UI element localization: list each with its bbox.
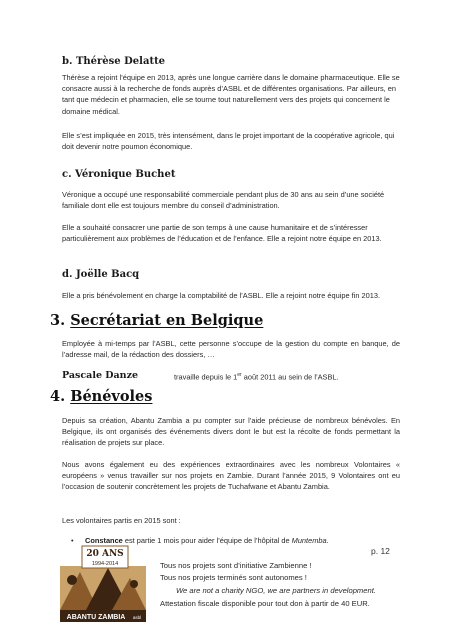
heading-joelle: d. Joëlle Bacq (62, 269, 140, 280)
footer-line-3: We are not a charity NGO, we are partners in development. (176, 586, 376, 595)
secretariat-paragraph: Employée à mi-temps par l’ASBL, cette personne s’occupe de la gestion du compte en banque, de l’adresse mail, de la rédaction des dossiers, … (62, 339, 400, 360)
benevoles-paragraph-2: Nous avons également eu des expériences extraordinaires avec les nombreux Volontaires « européens » venus travailler sur nos projets en Zambie. Durant l’année 2015, 9 Volontaires ont eu l’occasion de soutenir concrètement les projets de Tuchafwane et Abantu Zambia. (62, 460, 400, 492)
benevoles-paragraph-3: Les volontaires partis en 2015 sont : (62, 516, 181, 525)
therese-paragraph-2: Elle s’est impliquée en 2015, très intensément, dans le projet important de la coopérative agricole, qui doit devenir notre poumon économique. (62, 131, 395, 152)
section-title-text: Bénévoles (70, 388, 153, 405)
logo-badge-title: 20 ANS (86, 549, 124, 559)
footer-line-4: Attestation fiscale disponible pour tout don à partir de 40 EUR. (160, 599, 370, 608)
veronique-paragraph-2: Elle a souhaité consacrer une partie de son temps à une cause humanitaire et de s’intéresser particulièrement aux problèmes de l’éducation et de l’enfance. Elle a rejoint notre équipe en 2013. (62, 223, 382, 244)
joelle-paragraph: Elle a pris bénévolement en charge la comptabilité de l’ASBL. Elle a rejoint notre équipe fin 2013. (62, 291, 380, 300)
logo-badge-years: 1994-2014 (91, 561, 119, 567)
section-number: 3. (50, 312, 71, 329)
veronique-paragraph-1: Véronique a occupé une responsabilité commerciale pendant plus de 30 ans au sein d’une société familiale dont elle est toujours membre du conseil d’administration. (62, 190, 385, 211)
logo-name-suffix: asbl (132, 615, 142, 620)
section-title-secretariat (50, 312, 263, 329)
secretariat-person-name: Pascale Danze (62, 370, 139, 381)
section-title-benevoles (50, 388, 152, 405)
therese-paragraph-1: Thérèse a rejoint l’équipe en 2013, après une longue carrière dans le domaine pharmaceutique. Elle se consacre aussi à la recherche de fonds auprès d’ASBL et de différentes organisations. Par ailleurs, en tant que médecin et pharmacien, elle se tourne tout naturellement vers des projets qui concernent le domaine médical. (62, 73, 400, 116)
volunteer-list-item: • Constance est partie 1 mois pour aider l’équipe de l’hôpital de Muntemba. (71, 536, 329, 545)
benevoles-paragraph-1: Depuis sa création, Abantu Zambia a pu compter sur l’aide précieuse de nombreux bénévoles. En Belgique, ils ont organisés des événements divers dont le but est la récolte de fonds permettant la réalisation de projets sur place. (62, 416, 400, 448)
bullet-icon: • (71, 536, 74, 545)
footer-line-1: Tous nos projets sont d’initiative Zambienne ! (160, 561, 312, 570)
secretariat-person-text: travaille depuis le 1er août 2011 au sein de l’ASBL. (174, 372, 339, 382)
footer-line-2: Tous nos projets terminés sont autonomes ! (160, 573, 307, 582)
heading-therese: b. Thérèse Delatte (62, 56, 166, 67)
heading-veronique: c. Véronique Buchet (62, 169, 176, 180)
section-number: 4. (50, 388, 71, 405)
section-title-text: Secrétariat en Belgique (70, 312, 264, 329)
abantu-zambia-logo (56, 544, 152, 624)
page-number: p. 12 (371, 546, 390, 556)
logo-name: ABANTU ZAMBIA (66, 614, 126, 621)
